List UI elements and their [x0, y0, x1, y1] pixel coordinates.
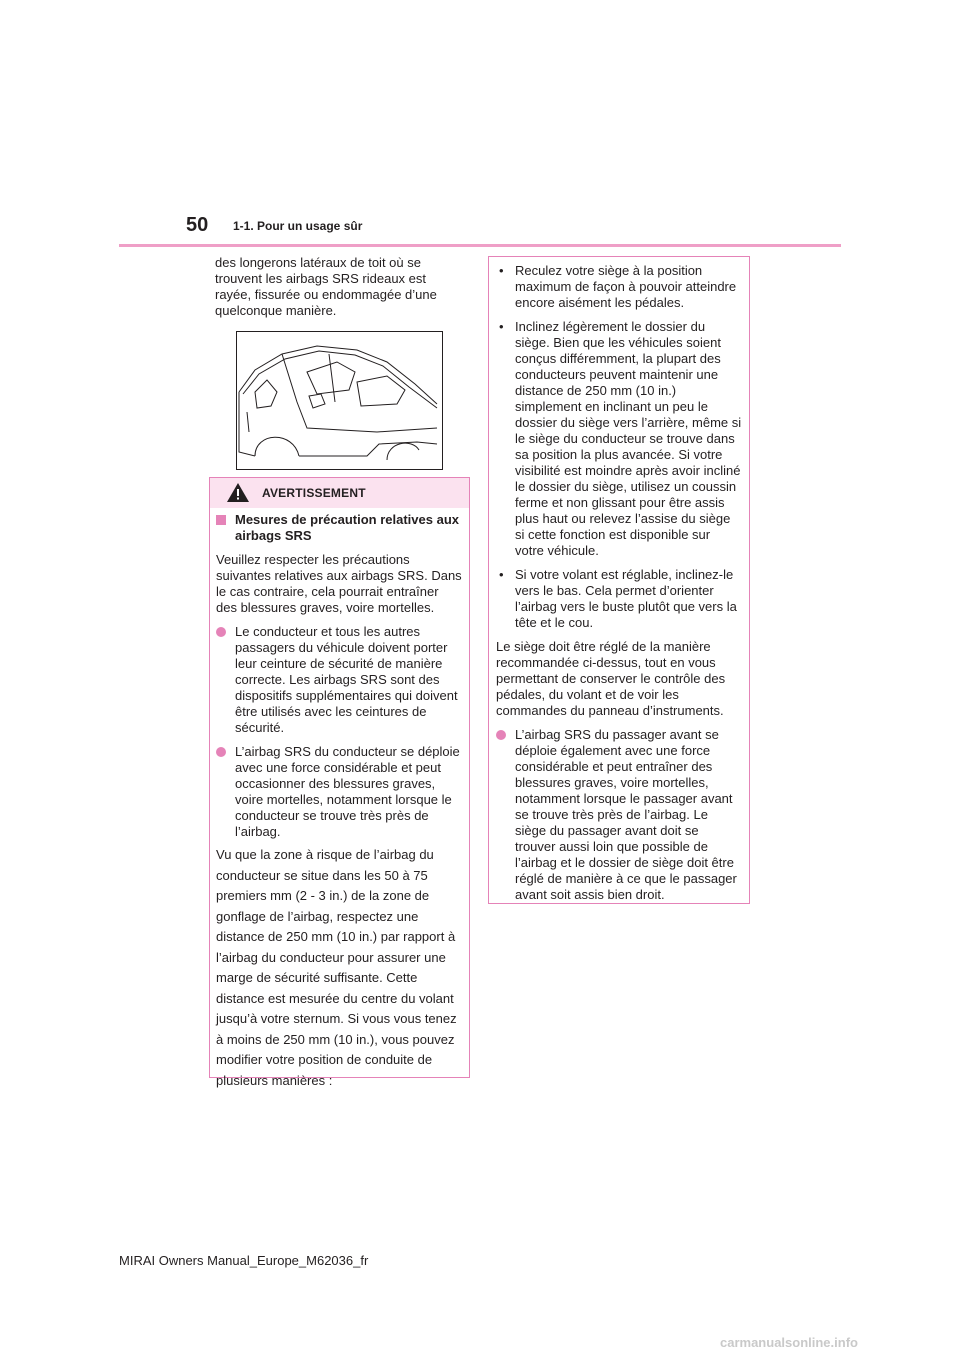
bullet-mark: • [499, 567, 504, 582]
round-bullet-icon [216, 747, 226, 757]
square-bullet-icon [216, 515, 226, 525]
round-bullet-icon [496, 730, 506, 740]
round-bullet-icon [216, 627, 226, 637]
warning-item-1-text: Le conducteur et tous les autres passagers du véhicule doivent porter leur ceinture de sécurité de manière correcte. Les airbags SRS sont des dispositifs supplémentaires qui doivent être utilisés avec les ceintures de sécurité. [235, 624, 458, 735]
right-bullet-3-text: Si votre volant est réglable, inclinez-le vers le bas. Cela permet d’orienter l’airbag vers le buste plutôt que vers la tête et le cou. [515, 567, 737, 630]
section-title: 1-1. Pour un usage sûr [233, 219, 363, 233]
right-paragraph: Le siège doit être réglé de la manière recommandée ci-dessus, tout en vous permettant de conserver le contrôle des pédales, du volant et de voir les commandes du panneau d’instruments. [496, 639, 726, 718]
warning-triangle-icon [226, 482, 250, 508]
warning-heading-text: Mesures de précaution relatives aux airbags SRS [235, 512, 459, 543]
watermark: carmanualsonline.info [720, 1335, 858, 1350]
right-bullet-2-text: Inclinez légèrement le dossier du siège. Bien que les véhicules soient conçus différemment, la plupart des conducteurs peuvent maintenir une distance de 250 mm (10 in.) simplement en inclinant un peu le dossier du siège vers l’arrière, même si le siège du conducteur se trouve dans sa position la plus avancée. Si votre visibilité est moindre après avoir incliné le dossier du siège, utilisez un coussin ferme et non glissant pour être assis plus haut ou relevez l’assise du siège si cette fonction est disponible sur votre véhicule. [515, 319, 742, 558]
right-bullet-1 [496, 263, 742, 311]
warning-intro: Veuillez respecter les précautions suivantes relatives aux airbags SRS. Dans le cas contraire, cela pourrait entraîner des blessures graves, voire mortelles. [216, 552, 462, 615]
right-bullet-2 [496, 319, 742, 559]
right-box [488, 256, 750, 904]
warning-box [209, 477, 470, 1088]
right-dot-item-text: L’airbag SRS du passager avant se déploie également avec une force considérable et peut entraîner des blessures graves, voire mortelles, notamment lorsque le passager avant se trouve très près de l’airbag. Le siège du passager avant doit se trouver aussi loin que possible de l’airbag et le dossier de siège doit être réglé de manière à ce que le passager avant soit assis bien droit. [515, 727, 737, 902]
bullet-mark: • [499, 319, 504, 334]
warning-continuation: Vu que la zone à risque de l’airbag du conducteur se situe dans les 50 à 75 premiers mm (2 - 3 in.) de la zone de gonflage de l’airbag, respectez une distance de 250 mm (10 in.) par rapport à l’airbag du conducteur pour assurer une marge de sécurité suffisante. Cette distance est mesurée du centre du volant jusqu’à votre sternum. Si vous vous tenez à moins de 250 mm (10 in.), vous pouvez modifier votre position de conduite de plusieurs manières : [216, 847, 457, 1088]
bullet-mark: • [499, 263, 504, 278]
page-number: 50 [186, 214, 209, 236]
warning-header [210, 478, 469, 508]
intro-text: des longerons latéraux de toit où se trouvent les airbags SRS rideaux est rayée, fissurée ou endommagée d’une quelconque manière. [215, 255, 437, 318]
warning-heading [216, 512, 462, 544]
warning-item-2-text: L’airbag SRS du conducteur se déploie avec une force considérable et peut occasionner des blessures graves, voire mortelles, notamment lorsque le conducteur se trouve très près de l’airbag. [235, 744, 460, 839]
right-body [496, 263, 742, 903]
warning-title: AVERTISSEMENT [262, 486, 366, 500]
car-interior-illustration [236, 331, 443, 470]
warning-item-2 [216, 744, 462, 840]
footer-text: MIRAI Owners Manual_Europe_M62036_fr [119, 1253, 369, 1268]
right-bullet-3 [496, 567, 742, 631]
warning-item-1 [216, 624, 462, 736]
right-dot-item [496, 727, 742, 903]
header-rule [119, 244, 841, 247]
right-bullet-1-text: Reculez votre siège à la position maximum de façon à pouvoir atteindre encore aisément les pédales. [515, 263, 737, 310]
warning-body [216, 512, 462, 1091]
